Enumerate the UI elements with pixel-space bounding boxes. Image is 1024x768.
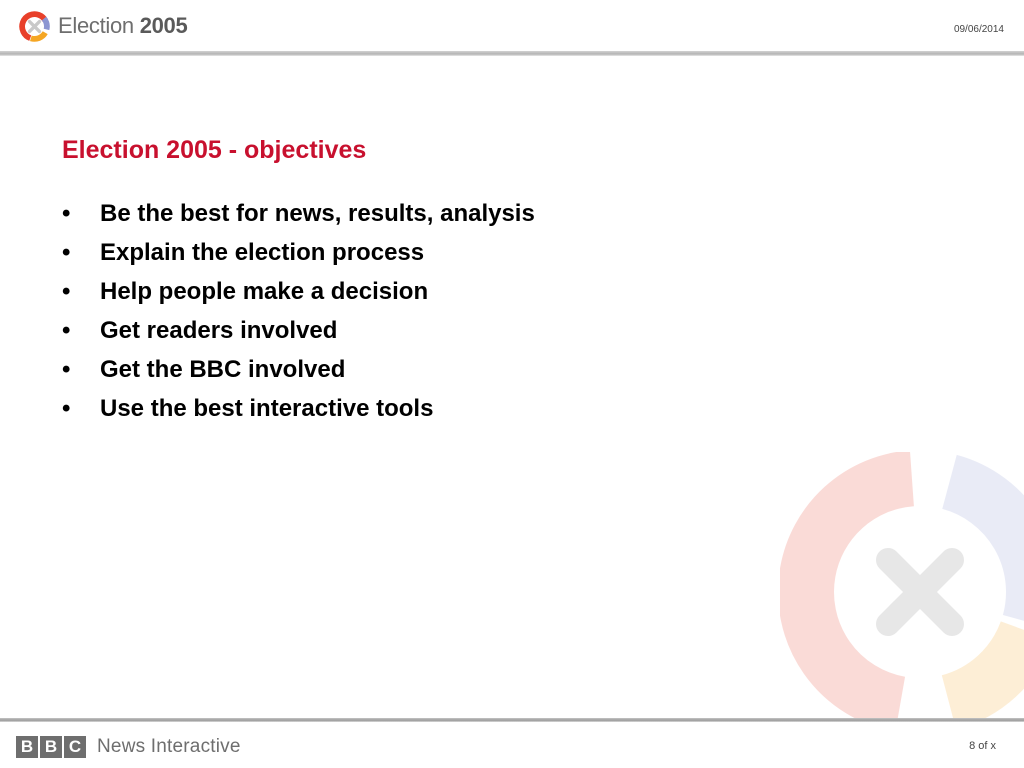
- brand-title: [58, 13, 187, 39]
- list-item: [62, 311, 535, 350]
- list-item-text: Use the best interactive tools: [100, 395, 434, 422]
- list-item-text: Explain the election process: [100, 239, 425, 266]
- bbc-logo-letter: C: [64, 736, 86, 758]
- page-number: 8 of x: [969, 740, 996, 752]
- brand-word: Election: [58, 13, 134, 38]
- news-interactive-label: News Interactive: [97, 736, 241, 757]
- slide-footer: [0, 722, 1024, 768]
- slide-date: 09/06/2014: [953, 24, 1004, 35]
- list-item: [62, 233, 535, 272]
- election-logo-icon: [18, 10, 51, 43]
- bullet-icon: •: [62, 200, 71, 227]
- list-item: [62, 272, 535, 311]
- bbc-logo: [16, 736, 86, 758]
- bbc-logo-letter: B: [16, 736, 38, 758]
- bbc-logo-letter: B: [40, 736, 62, 758]
- slide-header: [0, 0, 1024, 52]
- bullet-icon: •: [62, 356, 71, 383]
- bullet-icon: •: [62, 239, 71, 266]
- list-item-text: Get the BBC involved: [100, 356, 346, 383]
- list-item-text: Help people make a decision: [100, 278, 429, 305]
- list-item-text: Get readers involved: [100, 317, 338, 344]
- bullet-icon: •: [62, 278, 71, 305]
- list-item-text: Be the best for news, results, analysis: [100, 200, 535, 227]
- brand-year: 2005: [139, 13, 188, 38]
- slide-title: Election 2005 - objectives: [62, 136, 367, 164]
- election-watermark-icon: [780, 452, 1024, 732]
- list-item: [62, 194, 535, 233]
- objectives-list: [62, 194, 535, 428]
- header-divider: [0, 51, 1024, 56]
- bullet-icon: •: [62, 317, 71, 344]
- bullet-icon: •: [62, 395, 71, 422]
- list-item: [62, 389, 535, 428]
- list-item: [62, 350, 535, 389]
